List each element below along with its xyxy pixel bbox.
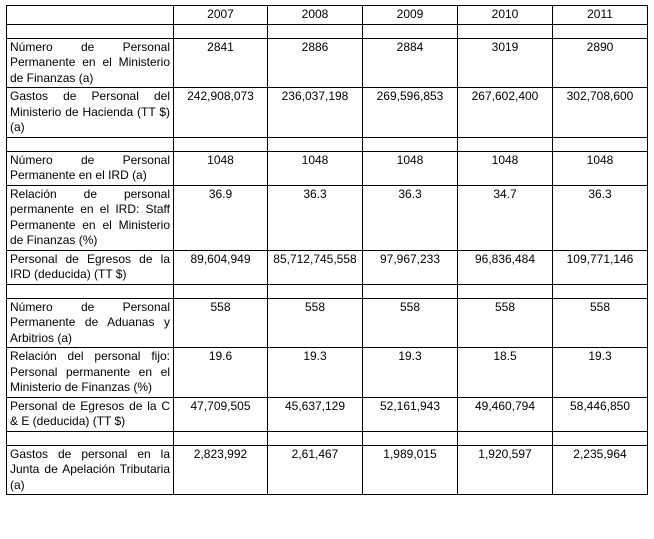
row-label: Personal de Egresos de la IRD (deducida) (TT $) — [7, 250, 174, 284]
value-cell: 109,771,146 — [553, 250, 648, 284]
value-cell: 2884 — [363, 38, 458, 88]
value-cell: 18.5 — [458, 348, 553, 398]
table-row — [7, 348, 648, 398]
row-label: Relación del personal fijo: Personal permanente en el Ministerio de Finanzas (%) — [7, 348, 174, 398]
row-label: Número de Personal Permanente de Aduanas y Arbitrios (a) — [7, 298, 174, 348]
table-body — [7, 6, 648, 495]
spacer-cell — [268, 24, 363, 38]
table-row — [7, 88, 648, 138]
spacer-cell — [458, 284, 553, 298]
value-cell: 3019 — [458, 38, 553, 88]
spacer-cell — [7, 137, 174, 151]
table-row — [7, 445, 648, 495]
value-cell: 49,460,794 — [458, 397, 553, 431]
value-cell: 1048 — [458, 151, 553, 185]
value-cell: 2886 — [268, 38, 363, 88]
year-header: 2011 — [553, 6, 648, 25]
row-label: Número de Personal Permanente en el IRD (a) — [7, 151, 174, 185]
spacer-cell — [363, 137, 458, 151]
value-cell: 269,596,853 — [363, 88, 458, 138]
value-cell: 2890 — [553, 38, 648, 88]
value-cell: 36.3 — [553, 185, 648, 250]
year-header: 2009 — [363, 6, 458, 25]
spacer-cell — [7, 24, 174, 38]
value-cell: 45,637,129 — [268, 397, 363, 431]
spacer-cell — [458, 137, 553, 151]
staff-expense-table — [6, 5, 648, 495]
value-cell: 85,712,745,558 — [268, 250, 363, 284]
value-cell: 2,235,964 — [553, 445, 648, 495]
spacer-cell — [363, 431, 458, 445]
value-cell: 19.3 — [553, 348, 648, 398]
table-row — [7, 250, 648, 284]
value-cell: 558 — [553, 298, 648, 348]
value-cell: 36.3 — [363, 185, 458, 250]
value-cell: 2,61,467 — [268, 445, 363, 495]
header-empty-cell — [7, 6, 174, 25]
value-cell: 36.9 — [174, 185, 268, 250]
table-row — [7, 38, 648, 88]
spacer-cell — [268, 137, 363, 151]
spacer-cell — [268, 284, 363, 298]
spacer-cell — [7, 431, 174, 445]
spacer-cell — [553, 24, 648, 38]
spacer-cell — [553, 431, 648, 445]
spacer-cell — [553, 284, 648, 298]
spacer-cell — [363, 24, 458, 38]
value-cell: 2,823,992 — [174, 445, 268, 495]
value-cell: 97,967,233 — [363, 250, 458, 284]
value-cell: 1048 — [174, 151, 268, 185]
value-cell: 19.3 — [268, 348, 363, 398]
year-header: 2008 — [268, 6, 363, 25]
value-cell: 36.3 — [268, 185, 363, 250]
value-cell: 302,708,600 — [553, 88, 648, 138]
value-cell: 1,989,015 — [363, 445, 458, 495]
row-label: Relación de personal permanente en el IRD: Staff Permanente en el Ministerio de Finanzas (%) — [7, 185, 174, 250]
spacer-cell — [174, 284, 268, 298]
value-cell: 89,604,949 — [174, 250, 268, 284]
table-row — [7, 397, 648, 431]
spacer-cell — [553, 137, 648, 151]
value-cell: 267,602,400 — [458, 88, 553, 138]
value-cell: 242,908,073 — [174, 88, 268, 138]
value-cell: 58,446,850 — [553, 397, 648, 431]
header-row — [7, 6, 648, 25]
value-cell: 1,920,597 — [458, 445, 553, 495]
spacer-cell — [174, 137, 268, 151]
spacer-cell — [458, 24, 553, 38]
value-cell: 2841 — [174, 38, 268, 88]
spacer-row — [7, 24, 648, 38]
spacer-row — [7, 137, 648, 151]
spacer-cell — [174, 431, 268, 445]
value-cell: 1048 — [553, 151, 648, 185]
value-cell: 19.6 — [174, 348, 268, 398]
row-label: Número de Personal Permanente en el Ministerio de Finanzas (a) — [7, 38, 174, 88]
year-header: 2010 — [458, 6, 553, 25]
spacer-cell — [268, 431, 363, 445]
spacer-cell — [458, 431, 553, 445]
value-cell: 47,709,505 — [174, 397, 268, 431]
spacer-row — [7, 431, 648, 445]
table-row — [7, 298, 648, 348]
spacer-row — [7, 284, 648, 298]
value-cell: 558 — [174, 298, 268, 348]
value-cell: 1048 — [268, 151, 363, 185]
value-cell: 558 — [268, 298, 363, 348]
row-label: Gastos de Personal del Ministerio de Hacienda (TT $) (a) — [7, 88, 174, 138]
value-cell: 558 — [363, 298, 458, 348]
value-cell: 236,037,198 — [268, 88, 363, 138]
value-cell: 34.7 — [458, 185, 553, 250]
table-row — [7, 185, 648, 250]
value-cell: 96,836,484 — [458, 250, 553, 284]
value-cell: 52,161,943 — [363, 397, 458, 431]
year-header: 2007 — [174, 6, 268, 25]
value-cell: 1048 — [363, 151, 458, 185]
value-cell: 19.3 — [363, 348, 458, 398]
table-row — [7, 151, 648, 185]
row-label: Personal de Egresos de la C & E (deducida) (TT $) — [7, 397, 174, 431]
value-cell: 558 — [458, 298, 553, 348]
row-label: Gastos de personal en la Junta de Apelación Tributaria (a) — [7, 445, 174, 495]
spacer-cell — [174, 24, 268, 38]
spacer-cell — [7, 284, 174, 298]
spacer-cell — [363, 284, 458, 298]
